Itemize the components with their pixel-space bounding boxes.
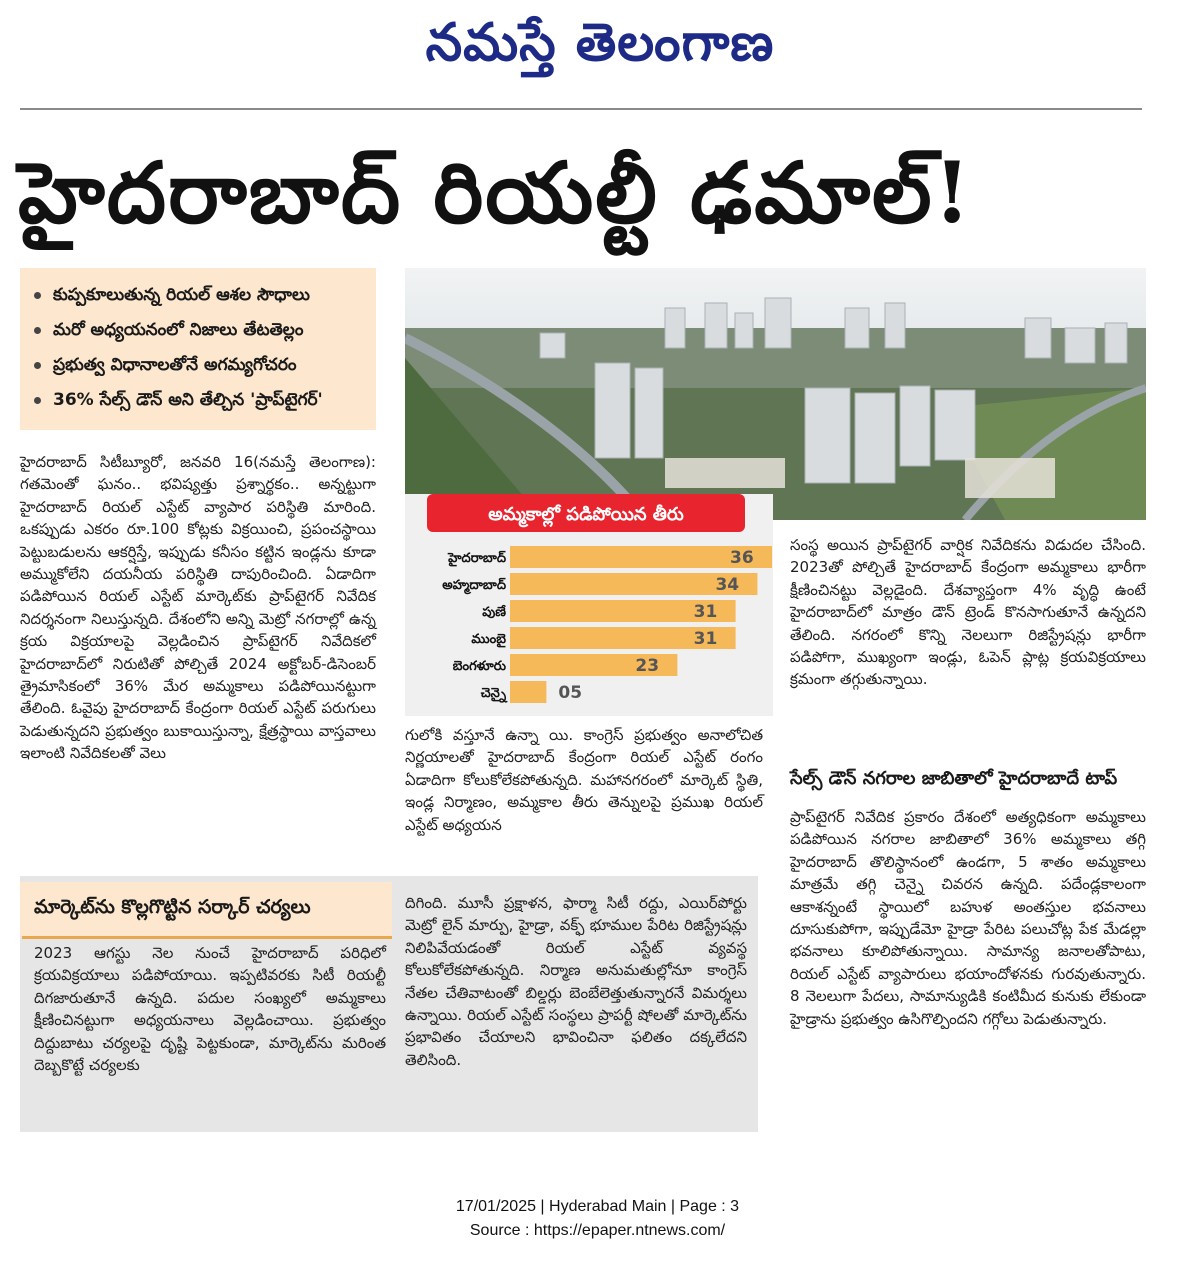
highlight-item: [34, 313, 376, 348]
chart-category-label: చెన్నై: [480, 686, 506, 701]
chart-value-label: 36: [730, 548, 754, 568]
chart-value-label: 31: [693, 602, 718, 622]
footer-source-line: Source : https://epaper.ntnews.com/: [469, 1222, 726, 1239]
bullet-icon: [34, 292, 41, 299]
bullet-icon: [34, 397, 41, 404]
chart-value-label: 05: [558, 683, 583, 703]
article-text: సంస్థ అయిన ప్రాప్‌టైగర్ వార్షిక నివేదికను విడుదల చేసింది. 2023తో పోల్చితే హైదరాబాద్ కేంద్రంగా అమ్మకాలు భారీగా క్షీణించినట్టు వెల్లడైంది. దేశవ్యాప్తంగా 4% వృద్ధి ఉంటే హైదరాబాద్‌లో మాత్రం డౌన్ ట్రెండ్ కొనసాగుతూనే ఉన్నదని తేలింది. నగరంలో కొన్ని నెలలుగా రిజిస్ట్రేషన్లు భారీగా పడిపోగా, ముఖ్యంగా ఇండ్లు, ఓపెన్ ప్లాట్ల క్రయవిక్రయాలు క్రమంగా తగ్గుతున్నాయి.: [790, 536, 1146, 689]
chart-category-label: హైదరాబాద్: [448, 551, 506, 566]
highlight-item: [34, 348, 376, 383]
chart-category-label: అహ్మదాబాద్: [442, 578, 506, 593]
sidebar-heading-box: [20, 882, 392, 936]
chart-value-label: 34: [715, 575, 740, 595]
subheading: సేల్స్ డౌన్ నగరాల జాబితాలో హైదరాబాదే టాప్: [790, 768, 1118, 789]
bar-chart-svg: [405, 494, 773, 716]
highlight-text: 36% సేల్స్ డౌన్ అని తేల్చిన 'ప్రాప్‌టైగర్': [53, 390, 323, 410]
article-text: ప్రాప్‌టైగర్ నివేదిక ప్రకారం దేశంలో అత్యధికంగా అమ్మకాలు పడిపోయిన నగరాల జాబితాలో 36% అమ్మకాలు తగ్గి హైదరాబాద్ తొలిస్థానంలో ఉండగా, 5 శాతం అమ్మకాలు మాత్రమే తగ్గి చెన్నై చివరన ఉన్నది. పదేండ్లకాలంగా ఆకాశన్నంటే స్థాయిలో బహుళ అంతస్తుల భవనాలు దూసుకుపోగా, ఇప్పుడేమో హైడ్రా పేరిట పలుచోట్ల పేక మేడల్లా భవనాలు కూలిపోతున్నాయి. సామాన్య జనాలతోపాటు, రియల్ ఎస్టేట్ వ్యాపారులు భయాందోళనకు గురవుతున్నారు. 8 నెలలుగా పేదలు, సామాన్యుడికి కంటిమీద కునుకు లేకుండా హైడ్రాను ప్రభుత్వం ఉసిగొల్పిందని గగ్గోలు పెడుతున్నారు.: [790, 808, 1146, 1028]
sidebar-heading-underline: [22, 936, 392, 939]
sidebar-heading: మార్కెట్‌ను కొల్లగొట్టిన సర్కార్ చర్యలు: [34, 896, 311, 918]
chart-category-label: బెంగళూరు: [452, 659, 506, 674]
chart-value-label: 31: [693, 629, 718, 649]
article-text: హైదరాబాద్ సిటీబ్యూరో, జనవరి 16(నమస్తే తెలంగాణ): గతమెంతో ఘనం.. భవిష్యత్తు ప్రశ్నార్థకం.. అన్నట్టుగా హైదరాబాద్ రియల్ ఎస్టేట్ వ్యాపార పరిస్థితి మారింది. ఒకప్పుడు ఎకరం రూ.100 కోట్లకు విక్రయించి, ప్రపంచస్థాయి పెట్టుబడులను ఆకర్షిస్తే, ఇప్పుడు కనీసం కట్టిన ఇండ్లను కూడా అమ్ముకోలేని దయనీయ పరిస్థితి దాపురించింది. ఏడాదిగా పడిపోయిన రియల్ ఎస్టేట్ మార్కెట్‌కు ప్రాప్‌టైగర్ నివేదిక నిదర్శనంగా నిలుస్తున్నది. దేశంలోని అన్ని మెట్రో నగరాల్లో ఉన్న క్రయ విక్రయాలపై వెల్లడించిన ప్రాప్‌టైగర్ నివేదికలో హైదరాబాద్‌లో నిరుటితో పోల్చితే 2024 అక్టోబర్-డిసెంబర్ త్రైమాసికంలో 36% మేర అమ్మకాలు పడిపోయినట్టుగా తేలింది. ఓవైపు హైదరాబాద్ కేంద్రంగా రియల్ ఎస్టేట్ పరుగులు పెడుతున్నదని ప్రభుత్వం బుకాయిస్తున్నా, క్షేత్రస్థాయి వాస్తవాలు ఇలాంటి నివేదికలతో వెలు: [20, 453, 376, 763]
masthead-logo: నమస్తే తెలంగాణ: [425, 12, 775, 73]
article-column-1: [20, 451, 376, 861]
highlight-text: కుప్పకూలుతున్న రియల్ ఆశల సౌధాలు: [53, 285, 310, 305]
chart-value-label: 23: [635, 656, 660, 676]
bullet-icon: [34, 362, 41, 369]
city-skyline-photo: [405, 268, 1146, 520]
footer-date-line: 17/01/2025 | Hyderabad Main | Page : 3: [455, 1198, 740, 1215]
headline: హైదరాబాద్ రియల్టీ ఢమాల్!: [18, 143, 973, 242]
highlights-box: [20, 268, 376, 430]
chart-category-label: ముంబై: [471, 632, 506, 647]
highlight-text: మరో అధ్యయనంలో నిజాలు తేటతెల్లం: [53, 320, 304, 340]
highlight-item: [34, 383, 376, 418]
article-column-2a: [405, 724, 763, 860]
sidebar-column-1: [34, 942, 386, 1127]
chart-title: అమ్మకాల్లో పడిపోయిన తీరు: [488, 504, 684, 525]
article-column-3b: [790, 806, 1146, 1138]
sales-decline-chart: [405, 494, 773, 716]
skyline-illustration: [405, 268, 1146, 520]
chart-category-label: పుణే: [482, 605, 506, 620]
highlight-text: ప్రభుత్వ విధానాలతోనే అగమ్యగోచరం: [53, 355, 297, 375]
sidebar-column-2: [405, 892, 747, 1112]
article-text: దిగింది. మూసీ ప్రక్షాళన, ఫార్మా సిటీ రద్దు, ఎయిర్‌పోర్టు మెట్రో లైన్ మార్పు, హైడ్రా, వక్ఫ్ భూముల పేరిట రిజిస్ట్రేషన్లు నిలిపివేయడంతో రియల్ ఎస్టేట్ వ్యవస్థ కోలుకోలేకపోతున్నది. నిర్మాణ అనుమతుల్లోనూ కాంగ్రెస్ నేతల చేతివాటంతో బిల్డర్లు బెంబేలెత్తుతున్నారనే విమర్శలు ఉన్నాయి. రియల్ ఎస్టేట్ సంస్థలు ప్రాపర్టీ షోలతో మార్కెట్‌ను ప్రభావితం చేయాలని భావించినా ఫలితం దక్కలేదని తెలిసింది.: [405, 894, 747, 1069]
highlight-item: [34, 278, 376, 313]
article-text: గులోకి వస్తూనే ఉన్నా యి. కాంగ్రెస్ ప్రభుత్వం అనాలోచిత నిర్ణయాలతో హైదరాబాద్ కేంద్రంగా రియల్ ఎస్టేట్ రంగం ఏడాదిగా కోలుకోలేకపోతున్నది. మహానగరంలో మార్కెట్ స్థితి, ఇండ్ల నిర్మాణం, అమ్మకాల తీరు తెన్నులపై ప్రముఖ రియల్ ఎస్టేట్ అధ్యయన: [405, 726, 763, 834]
article-text: 2023 ఆగస్టు నెల నుంచే హైదరాబాద్ పరిధిలో క్రయవిక్రయాలు పడిపోయాయి. ఇప్పటివరకు సిటీ రియల్టీ దిగజారుతూనే ఉన్నది. పదుల సంఖ్యలో అమ్మకాలు క్షీణించినట్టుగా అధ్యయనాలు వెల్లడించాయి. ప్రభుత్వం దిద్దుబాటు చర్యలపై దృష్టి పెట్టకుండా, మార్కెట్‌ను మరింత దెబ్బకొట్టే చర్యలకు: [34, 944, 386, 1075]
bullet-icon: [34, 327, 41, 334]
article-column-3a: [790, 534, 1146, 754]
masthead-divider: [20, 108, 1142, 110]
chart-bar: [510, 681, 546, 703]
